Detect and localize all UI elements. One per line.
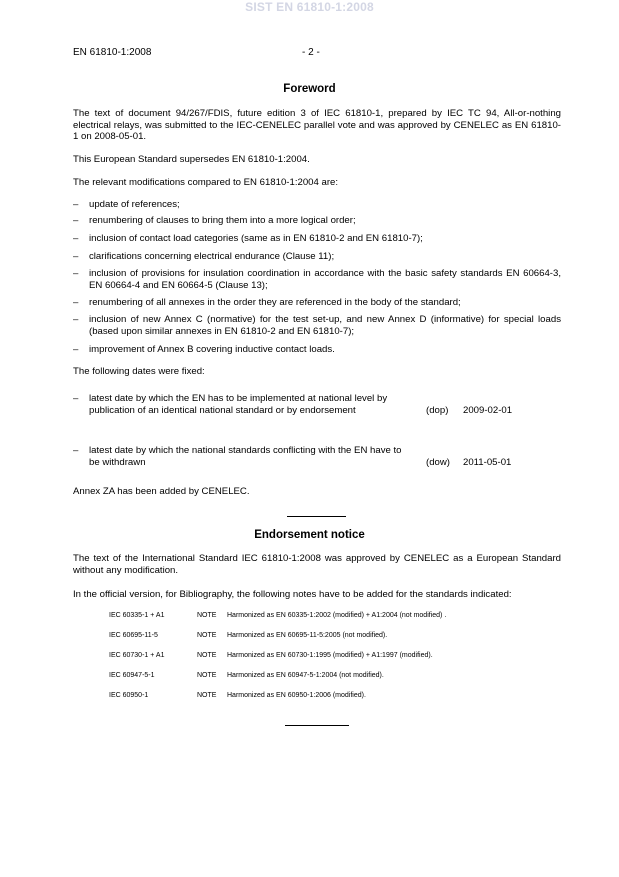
date-code: (dow)	[426, 456, 450, 468]
modification-item: – renumbering of clauses to bring them into a more logical order;	[73, 215, 356, 226]
date-code: (dop)	[426, 404, 449, 416]
end-divider	[285, 725, 349, 726]
modification-item: – inclusion of contact load categories (same as in EN 61810-2 and EN 61810-7);	[73, 233, 423, 244]
foreword-paragraph-2: This European Standard supersedes EN 61810-1:2004.	[73, 154, 310, 165]
modification-item: – inclusion of new Annex C (normative) for the test set-up, and new Annex D (informative) for special loads (based upon similar annexes in EN 61810-2 and EN 61810-7);	[73, 314, 561, 337]
foreword-paragraph-3: The relevant modifications compared to EN 61810-1:2004 are:	[73, 177, 339, 188]
modification-item: – renumbering of all annexes in the order they are referenced in the body of the standard;	[73, 297, 461, 308]
annex-note: Annex ZA has been added by CENELEC.	[73, 486, 250, 497]
dates-intro: The following dates were fixed:	[73, 366, 205, 377]
section-divider	[287, 516, 346, 517]
header-doc-id: EN 61810-1:2008	[73, 47, 152, 58]
modification-item: – update of references;	[73, 199, 180, 210]
endorsement-paragraph-2: In the official version, for Bibliography, the following notes have to be added for the standards indicated:	[73, 589, 512, 600]
date-value: 2009-02-01	[463, 404, 513, 416]
foreword-title: Foreword	[283, 83, 336, 95]
foreword-paragraph-1: The text of document 94/267/FDIS, future edition 3 of IEC 61810-1, prepared by IEC TC 94, All-or-nothing electrical relays, was submitted to the IEC-CENELEC parallel vote and was approved by CENELEC as EN 61810-1 on 2008-05-01.	[73, 108, 561, 142]
modification-item: – inclusion of provisions for insulation coordination in accordance with the basic safety standards EN 60664-3, EN 60664-4 and EN 60664-5 (Clause 13);	[73, 268, 561, 291]
date-item-dow: – latest date by which the national standards conflicting with the EN have to be withdrawn (dow) 2011-05-01	[73, 445, 512, 468]
header-page-number: - 2 -	[302, 47, 320, 58]
modification-item: – improvement of Annex B covering inductive contact loads.	[73, 344, 335, 355]
date-value: 2011-05-01	[463, 456, 512, 468]
endorsement-title: Endorsement notice	[254, 529, 365, 541]
modification-item: – clarifications concerning electrical endurance (Clause 11);	[73, 251, 335, 262]
watermark: SIST EN 61810-1:2008	[245, 0, 374, 14]
date-item-dop: – latest date by which the EN has to be implemented at national level by publication of an identical national standard or by endorsement (dop) 2009-02-01	[73, 393, 513, 416]
endorsement-paragraph-1: The text of the International Standard IEC 61810-1:2008 was approved by CENELEC as a European Standard without any modification.	[73, 553, 561, 576]
